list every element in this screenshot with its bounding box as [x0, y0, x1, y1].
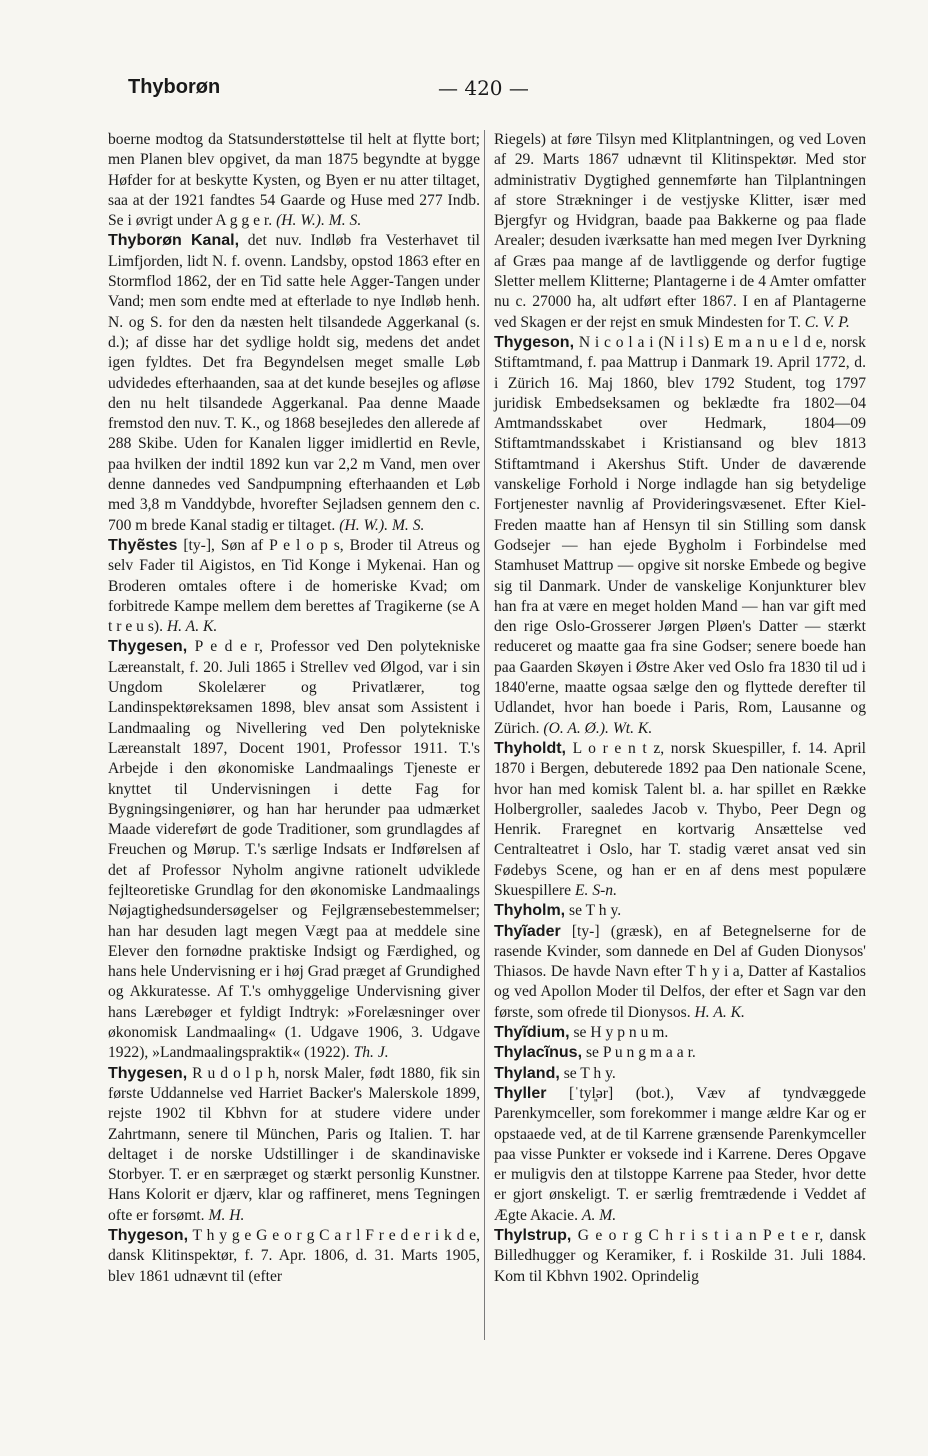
entry-thyiader: Thyĩader [ty-] (græsk), en af Betegnelserne for de rasende Kvinder, som dannede en Del af Guden Dionysos' Thiasos. De havde Navn efter T h y i a, Datter af Kastalios og ved Apollon Moder til Delfos, der efter et Sagn var den første, som ofrede til Dionysos. H. A. K.	[494, 922, 866, 1021]
right-column	[494, 130, 866, 1287]
entry-thyboron-kanal: Thyborøn Kanal, det nuv. Indløb fra Vesterhavet til Limfjorden, lidt N. f. ovenn. Landsby, opstod 1863 efter en Stormflod 1862, der en Tid satte hele Agger-Tangen under Vand; men som endte med at efterlade to nye Indløb henh. N. og S. for den da næsten helt tilsandede Aggerkanal (s. d.); af disse har det sydlige holdt sig, medens det andet igen fyldtes. Det fra Begyndelsen meget smalle Løb udvidedes efterhaanden, saa at det kunde besejles og afløse den nu helt tilsandede Aggerkanal. Paa denne Maade fremstod den nuv. T. K., og 1868 besejledes den allerede af 288 Skibe. Uden for Kanalen ligger imidlertid en Revle, paa hvilken der indtil 1892 kun var 2,2 m Vand, men over denne dannedes ved Sandpumpning efterhaanden et Løb med 3,8 m Vanddybde, hvorefter Sejladsen gennem den c. 700 m brede Kanal stadig er tiltaget. (H. W.). M. S.	[108, 232, 480, 534]
headword: Thygesen,	[108, 638, 188, 656]
page-header	[0, 74, 928, 106]
entry-thygesen-rudolph: Thygesen, R u d o l p h, norsk Maler, født 1880, fik sin første Uddannelse ved Harriet Backer's Malerskole 1899, rejste 1902 til Kbhvn for at studere videre under Zahrtmann, senere til München, Paris og Italien. T. har deltaget i de norske Udstillinger i de skandinaviske Storbyer. T. er en særpræget og stærkt personlig Kunstner. Hans Kolorit er djærv, klar og raffineret, mens Tegningen ofte er forsømt. M. H.	[108, 1064, 480, 1224]
entry-thyholdt: Thyholdt, L o r e n t z, norsk Skuespiller, f. 14. April 1870 i Bergen, debuterede 1892 paa Den nationale Scene, hvor han med komisk Talent bl. a. har spillet en Række Holbergroller, saaledes Jacob v. Thybo, Peer Degn og Henrik. Fraregnet en kortvarig Ansættelse ved Centralteatret i Oslo, har T. stadig været ansat ved sin Fødebys Scene, og han er en af dens mest populære Skuespillere E. S-n.	[494, 739, 866, 899]
entry-thyller: Thyller [ˈtyl͈ər] (bot.), Væv af tyndvæggede Parenkymceller, som forekommer i mange ældre Kar og er opstaaede ved, at de til Karrene grænsende Parenkymceller paa visse Punkter er voksede ind i Karrene. Deres Opgave er muligvis den at tilstoppe Karrene paa Steder, hvor dette er gjort ønskeligt. T. er særlig fremtrædende i Veddet af Ægte Akacie. A. M.	[494, 1084, 866, 1224]
headword: Thyller	[494, 1084, 547, 1102]
entry-thylacinus: Thylacĩnus, se P u n g m a a r.	[494, 1044, 696, 1062]
entry-thygesen-peder: Thygesen, P e d e r, Professor ved Den polytekniske Læreanstalt, f. 20. Juli 1865 i Strellev ved Ølgod, var i sin Ungdom Skolelærer og Privatlærer, tog Landinspektøreksamen 1898, blev ansat som Assistent i Landmaaling og Nivellering ved Den polytekniske Læreanstalt 1897, Docent 1901, Professor 1911. T.'s Arbejde i den økonomiske Landmaalings Tjeneste er knyttet til Undervisningen i dette Fag for Bygningsingeniører, og han har herunder paa udmærket Maade videreført de gode Traditioner, som grundlagdes af Freuchen og Mørup. T.'s særlige Indsats er Indførelsen af det af Professor Nyholm angivne rationelt udviklede fejlteoretiske Grundlag for den økonomiske Landmaalings Nøjagtighedsundersøgelser og Fejlgrænsebestemmelser; han har desuden lagt megen Vægt paa at meddele sine Elever den fornødne praktiske Indsigt og Færdighed, og hans hele Undervisning er i høj Grad præget af Grundighed og Akkuratesse. Af T.'s omhyggelige Undervisning giver hans Lærebøger et fyldigt Indtryk: »Forelæsninger over økonomisk Landmaaling« (1. Udgave 1906, 3. Udgave 1922), »Landmaalingspraktik« (1922). Th. J.	[108, 638, 480, 1062]
entry-thyland: Thyland, se T h y.	[494, 1064, 616, 1082]
page-number: — 420 —	[438, 76, 529, 100]
headword: Thyĩdium,	[494, 1024, 570, 1042]
entry-thygeson-nicolai: Thygeson, N i c o l a i (N i l s) E m a n u e l d e, norsk Stiftamtmand, f. paa Mattrup i Danmark 19. April 1772, d. i Zürich 16. Maj 1860, blev 1792 Student, tog 1797 juridisk Embedseksamen og beklædte fra 1802—04 Amtmandsskabet over Hedmark, 1804—09 Stiftamtmandsskabet i Kristiansand og blev 1813 Stiftamtmand i Akershus Stift. Under de daværende vanskelige Forhold i Norge indlagde han sig betydelige Fortjenester navnlig af Provideringsvæsenet. Efter Kiel-Freden maatte han af Hensyn til sin Stilling som dansk Godsejer — han ejede Bygholm i Forbindelse med Stamhuset Mattrup — opgive sit norske Embede og begive sig til Danmark. Under de vanskelige Konjunkturer blev han fra at være en meget holden Mand — han var gift med den rige Oslo-Grosserer Jørgen Pløen's Datter — stærkt reduceret og maatte gaa fra sine Godser; senere boede han paa Gaarden Skøyen i Østre Aker ved Oslo fra 1830 til ud i 1840'erne, maatte ogsaa sælge den og flyttede derefter til Udlandet, hvor han boede i Paris, Rom, Lausanne og Zürich. (O. A. Ø.). Wt. K.	[494, 333, 866, 737]
headword: Thyland,	[494, 1064, 560, 1082]
entry-thyidium: Thyĩdium, se H y p n u m.	[494, 1024, 669, 1042]
headword: Thylacĩnus,	[494, 1044, 583, 1062]
entry-thylstrup: Thylstrup, G e o r g C h r i s t i a n P e t e r, dansk Billedhugger og Keramiker, f. i Roskilde 31. Juli 1884. Kom til Kbhvn 1902. Oprindelig	[494, 1227, 866, 1285]
entry-continuation: boerne modtog da Statsunderstøttelse til helt at flytte bort; men Planen blev opgivet, da man 1875 begyndte at bygge Høfder for at beskytte Kysten, og Byen er nu atter tiltaget, saa at der 1921 fandtes 54 Gaarde og Huse med 277 Indb. Se i øvrigt under A g g e r. (H. W.). M. S.	[108, 131, 480, 230]
headword: Thygeson,	[108, 1227, 189, 1245]
headword: Thyholdt,	[494, 739, 566, 757]
left-column	[108, 130, 480, 1287]
entry-thyestes: Thyẽstes [ty-], Søn af P e l o p s, Broder til Atreus og selv Fader til Aigistos, en Tid Konge i Mykenai. Han og Broderen omtales oftere i de homeriske Kvad; om forbitrede Kampe mellem dem berettes af Tragikerne (se A t r e u s). H. A. K.	[108, 536, 480, 636]
headword: Thylstrup,	[494, 1227, 572, 1245]
headword: Thyĩader	[494, 922, 561, 940]
entry-continuation: Riegels) at føre Tilsyn med Klitplantningen, og ved Loven af 29. Marts 1867 udnævnt til Klitinspektør. Med stor administrativ Dygtighed gennemførte han Tilplantningen af store Strækninger i de vestjyske Klitter, især med Bjergfyr og Hvidgran, baade paa Bakkerne og paa flade Arealer; desuden iværksatte han med megen Iver Dyrkning af Græs paa mange af de lavtliggende og derfor fugtige Sletter mellem Klitterne; Plantagerne i de 4 Amter omfatter nu c. 27000 ha, alt udført efter 1867. I en af Plantagerne ved Skagen er der rejst en smuk Mindesten for T. C. V. P.	[494, 131, 866, 331]
headword: Thygeson,	[494, 333, 575, 351]
headword: Thyborøn Kanal,	[108, 232, 240, 250]
entry-thyholm: Thyholm, se T h y.	[494, 902, 622, 920]
column-divider	[484, 130, 485, 1340]
entry-thygeson-thyge: Thygeson, T h y g e G e o r g C a r l F r e d e r i k d e, dansk Klitinspektør, f. 7. Apr. 1806, d. 31. Marts 1905, blev 1861 udnævnt til (efter	[108, 1227, 480, 1285]
headword: Thygesen,	[108, 1064, 188, 1082]
headword: Thyholm,	[494, 902, 566, 920]
running-head: Thyborøn	[128, 76, 221, 98]
headword: Thyẽstes	[108, 536, 178, 554]
